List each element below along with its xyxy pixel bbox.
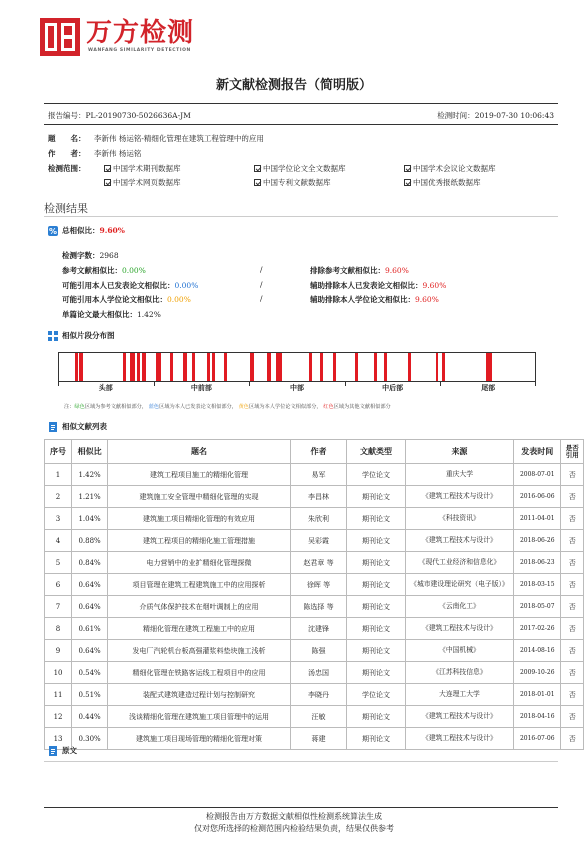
excl-ref-similarity: 排除参考文献相似比：9.60%: [310, 266, 409, 275]
slash: /: [260, 280, 263, 289]
footer-rule: [44, 807, 558, 808]
col-header-cited: 是否引用: [561, 440, 584, 464]
similar-documents-table: [44, 439, 584, 750]
database-item: 中国学术会议论文数据库: [404, 163, 554, 174]
original-heading: 原文: [48, 745, 77, 756]
row-author: 易军: [290, 464, 346, 486]
report-title: 新文献检测报告（简明版）: [215, 78, 372, 93]
col-header-similarity: 相似比: [72, 440, 108, 464]
row-similarity: 0.84%: [72, 552, 108, 574]
percent-icon: [48, 226, 58, 236]
row-index: 5: [45, 552, 72, 574]
similar-segment: [267, 353, 271, 381]
row-type: 期刊论文: [347, 486, 406, 508]
row-cited: 否: [561, 706, 584, 728]
slash: /: [260, 265, 263, 274]
row-date: 2018-06-26: [514, 530, 561, 552]
table-row: [45, 662, 584, 684]
table-row: [45, 552, 584, 574]
row-similarity: 0.44%: [72, 706, 108, 728]
table-row: [45, 618, 584, 640]
row-title: 浅谈精细化管理在建筑施工项目管理中的运用: [108, 706, 291, 728]
row-date: 2018-01-01: [514, 684, 561, 706]
self-thesis-similarity: 可能引用本人学位论文相似比：0.00%: [62, 295, 191, 304]
row-source: 《建筑工程技术与设计》: [405, 728, 513, 750]
axis-tick: [535, 381, 536, 386]
row-title: 项目管理在建筑工程建筑施工中的应用探析: [108, 574, 291, 596]
scope-label: 检测范围：: [48, 164, 86, 173]
self-pub-similarity: 可能引用本人已发表论文相似比：0.00%: [62, 281, 199, 290]
database-item: 中国专利文献数据库: [254, 177, 404, 188]
row-date: 2009-10-26: [514, 662, 561, 684]
database-list: [104, 163, 554, 188]
similar-segment: [137, 353, 141, 381]
meta-rule: [44, 124, 558, 125]
assist-excl-pub-similarity: 辅助排除本人已发表论文相似比：9.60%: [310, 281, 447, 290]
row-cited: 否: [561, 508, 584, 530]
row-date: 2018-04-16: [514, 706, 561, 728]
similar-segment: [320, 353, 322, 381]
col-header-type: 文献类型: [347, 440, 406, 464]
row-index: 4: [45, 530, 72, 552]
row-type: 期刊论文: [347, 530, 406, 552]
row-similarity: 0.64%: [72, 640, 108, 662]
row-index: 1: [45, 464, 72, 486]
row-index: 7: [45, 596, 72, 618]
similar-segment: [408, 353, 411, 381]
row-type: 期刊论文: [347, 552, 406, 574]
table-header-row: [45, 440, 584, 464]
report-number: 报告编号：PL-20190730-5026636A-JM: [48, 111, 191, 120]
row-similarity: 1.42%: [72, 464, 108, 486]
row-cited: 否: [561, 662, 584, 684]
table-row: [45, 596, 584, 618]
char-count: 检测字数：2968: [62, 251, 119, 260]
row-author: 朱欣利: [290, 508, 346, 530]
paper-title-row: 题 名： 李新伟 杨运铭-精细化管理在建筑工程管理中的应用: [48, 134, 264, 143]
row-date: 2018-06-23: [514, 552, 561, 574]
row-index: 10: [45, 662, 72, 684]
check-time: 检测时间：2019-07-30 10:06:43: [437, 111, 554, 120]
results-heading: 检测结果: [44, 202, 88, 215]
row-cited: 否: [561, 618, 584, 640]
footer-line-2: 仅对您所选择的检测范围内检验结果负责，结果仅供参考: [194, 824, 394, 833]
row-date: 2011-04-01: [514, 508, 561, 530]
row-date: 2016-06-06: [514, 486, 561, 508]
table-row: [45, 464, 584, 486]
row-author: 汤忠国: [290, 662, 346, 684]
paper-author: 李新伟 杨运铭: [94, 149, 142, 158]
row-title: 建筑工程项目施工的精细化管理: [108, 464, 291, 486]
row-index: 11: [45, 684, 72, 706]
table-row: [45, 508, 584, 530]
distribution-legend: 注：绿色区域为参考文献相似部分， 蓝色区域为本人已发表论文相似部分， 黄色区域为本人学位论文相似部分， 红色区域为其他文献相似部分: [64, 404, 391, 410]
footer-line-1: 检测报告由万方数据文献相似性检测系统算法生成: [206, 812, 382, 821]
row-similarity: 0.54%: [72, 662, 108, 684]
row-similarity: 0.61%: [72, 618, 108, 640]
ref-similarity: 参考文献相似比：0.00%: [62, 266, 146, 275]
logo-subtitle: WANFANG SIMILARITY DETECTION: [88, 48, 191, 53]
row-cited: 否: [561, 596, 584, 618]
report-meta: [48, 110, 554, 121]
similar-segment: [170, 353, 173, 381]
row-index: 13: [45, 728, 72, 750]
row-type: 期刊论文: [347, 728, 406, 750]
single-max-similarity: 单篇论文最大相似比：1.42%: [62, 310, 161, 319]
similar-segment: [384, 353, 387, 381]
axis-tick: [58, 381, 59, 386]
similar-segment: [192, 353, 194, 381]
row-index: 8: [45, 618, 72, 640]
similar-segment: [156, 353, 161, 381]
row-cited: 否: [561, 728, 584, 750]
document-icon: [48, 422, 58, 432]
database-item: 中国优秀报纸数据库: [404, 177, 554, 188]
logo-text: 万方检测: [86, 18, 195, 48]
wanfang-logo-mark-icon: [40, 18, 80, 56]
row-cited: 否: [561, 486, 584, 508]
row-source: 《建筑工程技术与设计》: [405, 486, 513, 508]
row-source: 《建筑工程技术与设计》: [405, 618, 513, 640]
row-type: 期刊论文: [347, 662, 406, 684]
row-index: 9: [45, 640, 72, 662]
checkbox-checked-icon: [104, 179, 111, 186]
row-title: 装配式建筑建造过程计划与控制研究: [108, 684, 291, 706]
table-row: [45, 706, 584, 728]
similar-segment: [142, 353, 145, 381]
axis-label-tail: 尾部: [481, 383, 496, 392]
row-author: 李昌林: [290, 486, 346, 508]
axis-label-front-middle: 中前部: [190, 383, 212, 392]
table-row: [45, 640, 584, 662]
table-row: [45, 728, 584, 750]
paper-author-row: 作 者： 李新伟 杨运铭: [48, 149, 142, 158]
original-rule: [44, 761, 558, 762]
grid-icon: [48, 331, 58, 341]
axis-tick: [345, 381, 346, 386]
checkbox-checked-icon: [254, 179, 261, 186]
svg-text:%: %: [48, 226, 58, 236]
row-author: 李晓丹: [290, 684, 346, 706]
similar-segment: [436, 353, 439, 381]
total-similarity-value: 9.60%: [99, 226, 125, 235]
row-cited: 否: [561, 684, 584, 706]
similar-segment: [442, 353, 445, 381]
similar-segment: [130, 353, 135, 381]
distribution-heading: 相似片段分布图: [48, 330, 115, 341]
header-rule: [44, 103, 558, 104]
similar-segment: [374, 353, 378, 381]
axis-tick: [440, 381, 441, 386]
row-index: 2: [45, 486, 72, 508]
similar-segment: [276, 353, 282, 381]
row-author: 吴彩霞: [290, 530, 346, 552]
row-similarity: 0.88%: [72, 530, 108, 552]
similar-segment: [309, 353, 312, 381]
row-type: 期刊论文: [347, 596, 406, 618]
row-date: 2008-07-01: [514, 464, 561, 486]
row-similarity: 1.04%: [72, 508, 108, 530]
row-cited: 否: [561, 574, 584, 596]
row-type: 期刊论文: [347, 508, 406, 530]
row-author: 徐晖 等: [290, 574, 346, 596]
row-source: 《江苏科技信息》: [405, 662, 513, 684]
similar-segment: [183, 353, 187, 381]
checkbox-checked-icon: [104, 165, 111, 172]
row-index: 12: [45, 706, 72, 728]
similar-segment: [333, 353, 336, 381]
row-date: 2018-05-07: [514, 596, 561, 618]
col-header-index: 序号: [45, 440, 72, 464]
total-similarity-row: % 总相似比： 9.60%: [48, 226, 125, 236]
similar-segment: [75, 353, 78, 381]
row-type: 学位论文: [347, 684, 406, 706]
row-type: 期刊论文: [347, 574, 406, 596]
distribution-axis: [58, 383, 536, 395]
row-source: 大连理工大学: [405, 684, 513, 706]
row-date: 2018-03-15: [514, 574, 561, 596]
results-rule: [44, 216, 558, 217]
database-item: 中国学术网页数据库: [104, 177, 254, 188]
row-source: 《城市建设理论研究（电子版）》: [405, 574, 513, 596]
row-date: 2017-02-26: [514, 618, 561, 640]
similar-segment: [207, 353, 211, 381]
row-author: 汪敏: [290, 706, 346, 728]
row-similarity: 0.64%: [72, 574, 108, 596]
row-title: 电力营销中的业扩精细化管理探微: [108, 552, 291, 574]
checkbox-checked-icon: [404, 165, 411, 172]
similar-segment: [212, 353, 215, 381]
row-title: 建筑施工项目精细化管理的有效应用: [108, 508, 291, 530]
row-type: 期刊论文: [347, 640, 406, 662]
document-icon: [48, 746, 58, 756]
row-similarity: 0.64%: [72, 596, 108, 618]
row-cited: 否: [561, 552, 584, 574]
assist-excl-thesis-similarity: 辅助排除本人学位论文相似比：9.60%: [310, 295, 439, 304]
table-row: [45, 684, 584, 706]
wanfang-logo: [40, 18, 240, 58]
checkbox-checked-icon: [404, 179, 411, 186]
row-title: 建筑施工项目现场管理的精细化管理对策: [108, 728, 291, 750]
table-row: [45, 530, 584, 552]
checkbox-checked-icon: [254, 165, 261, 172]
row-source: 重庆大学: [405, 464, 513, 486]
row-title: 精细化管理在铁路客运线工程项目中的应用: [108, 662, 291, 684]
paper-title: 李新伟 杨运铭-精细化管理在建筑工程管理中的应用: [94, 134, 264, 143]
similar-segment: [79, 353, 83, 381]
col-header-source: 来源: [405, 440, 513, 464]
row-source: 《科技资讯》: [405, 508, 513, 530]
row-similarity: 0.51%: [72, 684, 108, 706]
table-row: [45, 486, 584, 508]
similar-list-heading: 相似文献列表: [48, 421, 107, 432]
row-title: 精细化管理在建筑工程施工中的应用: [108, 618, 291, 640]
row-source: 《建筑工程技术与设计》: [405, 530, 513, 552]
row-title: 建筑施工安全管理中精细化管理的实现: [108, 486, 291, 508]
row-source: 《云南化工》: [405, 596, 513, 618]
row-title: 介质气体保护技术在烟叶调制上的应用: [108, 596, 291, 618]
axis-label-head: 头部: [98, 383, 113, 392]
row-author: 赵君章 等: [290, 552, 346, 574]
col-header-title: 题名: [108, 440, 291, 464]
row-author: 蒋建: [290, 728, 346, 750]
row-title: 发电厂汽轮机台板高强灌浆料垫块施工浅析: [108, 640, 291, 662]
row-date: 2014-08-16: [514, 640, 561, 662]
row-source: 《中国机械》: [405, 640, 513, 662]
row-source: 《建筑工程技术与设计》: [405, 706, 513, 728]
row-type: 期刊论文: [347, 706, 406, 728]
table-row: [45, 574, 584, 596]
similar-segment: [224, 353, 227, 381]
axis-tick: [154, 381, 155, 386]
row-index: 6: [45, 574, 72, 596]
row-author: 沈建锋: [290, 618, 346, 640]
similar-segment: [250, 353, 254, 381]
table-body: [45, 464, 584, 750]
database-item: 中国学术期刊数据库: [104, 163, 254, 174]
similarity-distribution-bar: [58, 352, 536, 382]
row-type: 期刊论文: [347, 618, 406, 640]
row-similarity: 1.21%: [72, 486, 108, 508]
col-header-author: 作者: [290, 440, 346, 464]
similar-segment: [486, 353, 492, 381]
row-source: 《现代工业经济和信息化》: [405, 552, 513, 574]
axis-label-middle: 中部: [290, 383, 304, 392]
row-cited: 否: [561, 640, 584, 662]
similar-segment: [355, 353, 358, 381]
row-author: 陈选择 等: [290, 596, 346, 618]
row-type: 学位论文: [347, 464, 406, 486]
axis-tick: [249, 381, 250, 386]
col-header-date: 发表时间: [514, 440, 561, 464]
row-index: 3: [45, 508, 72, 530]
row-similarity: 0.30%: [72, 728, 108, 750]
database-item: 中国学位论文全文数据库: [254, 163, 404, 174]
row-title: 建筑工程项目的精细化施工管理措施: [108, 530, 291, 552]
row-cited: 否: [561, 530, 584, 552]
row-date: 2016-07-06: [514, 728, 561, 750]
similar-segment: [123, 353, 126, 381]
row-author: 陈强: [290, 640, 346, 662]
axis-label-back-middle: 中后部: [382, 383, 404, 392]
slash: /: [260, 294, 263, 303]
row-cited: 否: [561, 464, 584, 486]
